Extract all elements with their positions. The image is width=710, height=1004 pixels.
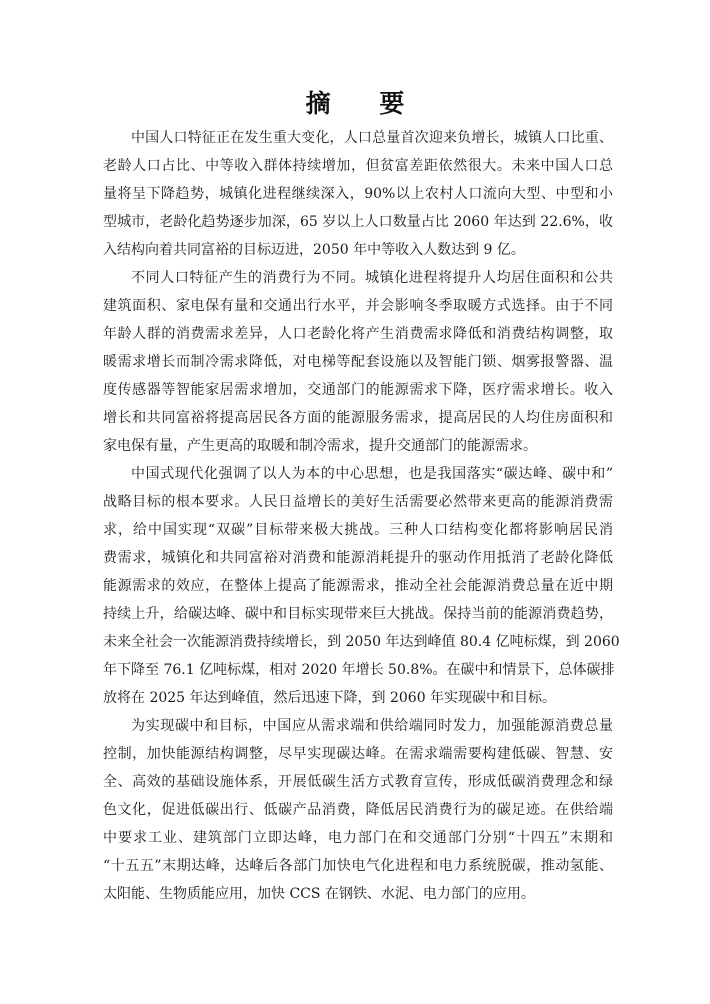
text-line: 色文化，促进低碳出行、低碳产品消费，降低居民消费行为的碳足迹。在供给端 [103,802,613,818]
text-line: 太阳能、生物质能应用，加快 CCS 在钢铁、水泥、电力部门的应用。 [103,886,535,902]
text-line: 老龄人口占比、中等收入群体持续增加，但贫富差距依然很大。未来中国人口总 [103,158,613,174]
text-line: 入结构向着共同富裕的目标迈进，2050 年中等收入人数达到 9 亿。 [103,242,525,258]
text-line: 家电保有量，产生更高的取暖和制冷需求，提升交通部门的能源需求。 [103,438,537,454]
text-line: 型城市，老龄化趋势逐步加深，65 岁以上人口数量占比 2060 年达到 22.6%，收 [103,214,613,230]
text-line: 放将在 2025 年达到峰值，然后迅速下降，到 2060 年实现碳中和目标。 [103,690,557,706]
text-line: 度传感器等智能家居需求增加，交通部门的能源需求下降，医疗需求增长。收入 [103,382,613,398]
abstract-body [103,124,620,908]
text-line: 控制，加快能源结构调整，尽早实现碳达峰。在需求端需要构建低碳、智慧、安 [103,746,613,762]
page-title: 摘 要 [305,89,425,118]
paragraph-4 [103,712,613,908]
text-line: 中要求工业、建筑部门立即达峰，电力部门在和交通部门分别“十四五”末期和 [103,830,613,846]
text-line: 暖需求增长而制冷需求降低，对电梯等配套设施以及智能门锁、烟雾报警器、温 [103,354,613,370]
text-line: “十五五”末期达峰，达峰后各部门加快电气化进程和电力系统脱碳，推动氢能、 [103,858,613,874]
text-line: 费需求，城镇化和共同富裕对消费和能源消耗提升的驱动作用抵消了老龄化降低 [103,550,613,566]
text-line: 增长和共同富裕将提高居民各方面的能源服务需求，提高居民的人均住房面积和 [103,410,613,426]
text-line: 年下降至 76.1 亿吨标煤，相对 2020 年增长 50.8%。在碳中和情景下，总体碳排 [103,662,615,678]
paragraph-1 [103,124,613,264]
text-line: 中国式现代化强调了以人为本的中心思想，也是我国落实“碳达峰、碳中和” [131,466,613,482]
text-line: 量将呈下降趋势，城镇化进程继续深入，90%以上农村人口流向大型、中型和小 [103,186,613,202]
paragraph-2 [103,264,613,460]
text-line: 战略目标的根本要求。人民日益增长的美好生活需要必然带来更高的能源消费需 [103,494,613,510]
text-line: 未来全社会一次能源消费持续增长，到 2050 年达到峰值 80.4 亿吨标煤，到 2060 [103,634,620,650]
text-line: 全、高效的基础设施体系，开展低碳生活方式教育宣传，形成低碳消费理念和绿 [103,774,613,790]
text-line: 不同人口特征产生的消费行为不同。城镇化进程将提升人均居住面积和公共 [131,270,613,286]
text-line: 为实现碳中和目标，中国应从需求端和供给端同时发力，加强能源消费总量 [131,718,613,734]
text-line: 持续上升，给碳达峰、碳中和目标实现带来巨大挑战。保持当前的能源消费趋势， [103,606,613,622]
text-line: 中国人口特征正在发生重大变化，人口总量首次迎来负增长，城镇人口比重、 [131,130,613,146]
text-line: 求，给中国实现“双碳”目标带来极大挑战。三种人口结构变化都将影响居民消 [103,522,613,538]
text-line: 年龄人群的消费需求差异，人口老龄化将产生消费需求降低和消费结构调整，取 [103,326,613,342]
text-line: 建筑面积、家电保有量和交通出行水平，并会影响冬季取暖方式选择。由于不同 [103,298,613,314]
paragraph-3 [103,460,620,712]
text-line: 能源需求的效应，在整体上提高了能源需求，推动全社会能源消费总量在近中期 [103,578,613,594]
